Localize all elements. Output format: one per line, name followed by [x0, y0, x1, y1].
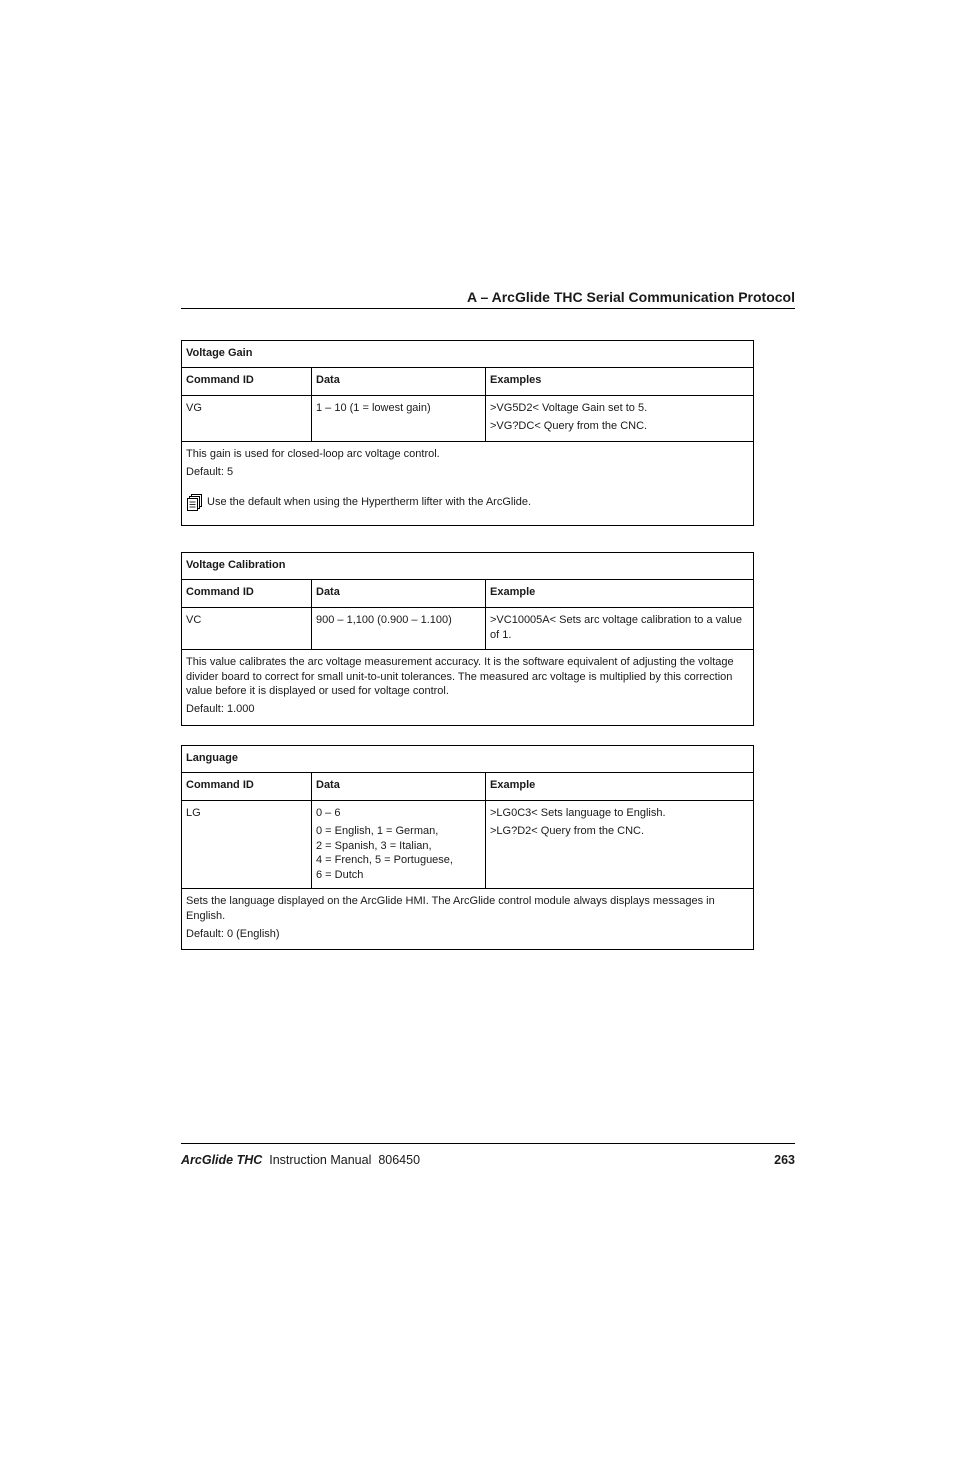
column-header-command-id: Command ID — [182, 368, 312, 396]
data-cell — [312, 608, 486, 650]
column-header-command-id: Command ID — [182, 580, 312, 608]
footer-manual-label: Instruction Manual — [269, 1153, 372, 1167]
example-line: >LG?D2< Query from the CNC. — [490, 825, 645, 837]
data-line: 900 – 1,100 (0.900 – 1.100) — [316, 614, 452, 626]
data-line: 1 – 10 (1 = lowest gain) — [316, 402, 431, 414]
footer-product-name: ArcGlide THC — [181, 1153, 263, 1167]
description-cell — [182, 442, 754, 526]
default-value: Default: 0 (English) — [186, 927, 280, 940]
column-header-data: Data — [312, 580, 486, 608]
command-id-cell: LG — [182, 801, 312, 889]
page-footer — [181, 1153, 795, 1167]
data-line: 0 = English, 1 = German, — [316, 825, 439, 837]
data-line: 2 = Spanish, 3 = Italian, — [316, 839, 432, 852]
table-title: Voltage Calibration — [182, 553, 754, 580]
example-line: >LG0C3< Sets language to English. — [490, 807, 666, 819]
column-header-example: Example — [486, 580, 754, 608]
header-rule — [181, 308, 795, 309]
description-text: This gain is used for closed-loop arc voltage control. — [186, 448, 440, 460]
table-title: Language — [182, 746, 754, 773]
language-table — [181, 745, 754, 950]
description-text: Sets the language displayed on the ArcGlide HMI. The ArcGlide control module always displays messages in English. — [186, 895, 715, 922]
example-line: >VC10005A< Sets arc voltage calibration to a value of 1. — [490, 614, 742, 641]
page-number: 263 — [774, 1153, 795, 1167]
data-cell — [312, 801, 486, 889]
note-text: Use the default when using the Hypertherm lifter with the ArcGlide. — [207, 495, 532, 508]
page-header-title: A – ArcGlide THC Serial Communication Protocol — [466, 289, 795, 305]
data-line: 4 = French, 5 = Portuguese, — [316, 854, 453, 866]
voltage-calibration-table — [181, 552, 754, 726]
description-cell — [182, 889, 754, 950]
voltage-gain-table — [181, 340, 754, 526]
column-header-command-id: Command ID — [182, 773, 312, 801]
examples-cell — [486, 608, 754, 650]
footer-rule — [181, 1143, 795, 1144]
column-header-example: Example — [486, 773, 754, 801]
column-header-data: Data — [312, 773, 486, 801]
command-id-cell: VG — [182, 396, 312, 442]
description-text: This value calibrates the arc voltage measurement accuracy. It is the software equivalent of adjusting the voltage divider board to correct for small unit-to-unit tolerances. The measured arc voltage is multiplied by this correction value before it is displayed or used for voltage control. — [186, 656, 734, 697]
default-value: Default: 1.000 — [186, 703, 255, 715]
examples-cell — [486, 801, 754, 889]
example-line: >VG5D2< Voltage Gain set to 5. — [490, 402, 648, 414]
column-header-examples: Examples — [486, 368, 754, 396]
footer-part-number: 806450 — [378, 1153, 421, 1167]
data-line: 6 = Dutch — [316, 868, 364, 881]
example-line: >VG?DC< Query from the CNC. — [490, 420, 648, 432]
column-header-data: Data — [312, 368, 486, 396]
data-line: 0 – 6 — [316, 807, 341, 819]
note-icon — [186, 494, 203, 512]
note — [186, 495, 749, 512]
data-cell — [312, 396, 486, 442]
table-title: Voltage Gain — [182, 341, 754, 368]
description-cell — [182, 650, 754, 726]
command-id-cell: VC — [182, 608, 312, 650]
examples-cell — [486, 396, 754, 442]
default-value: Default: 5 — [186, 466, 234, 478]
